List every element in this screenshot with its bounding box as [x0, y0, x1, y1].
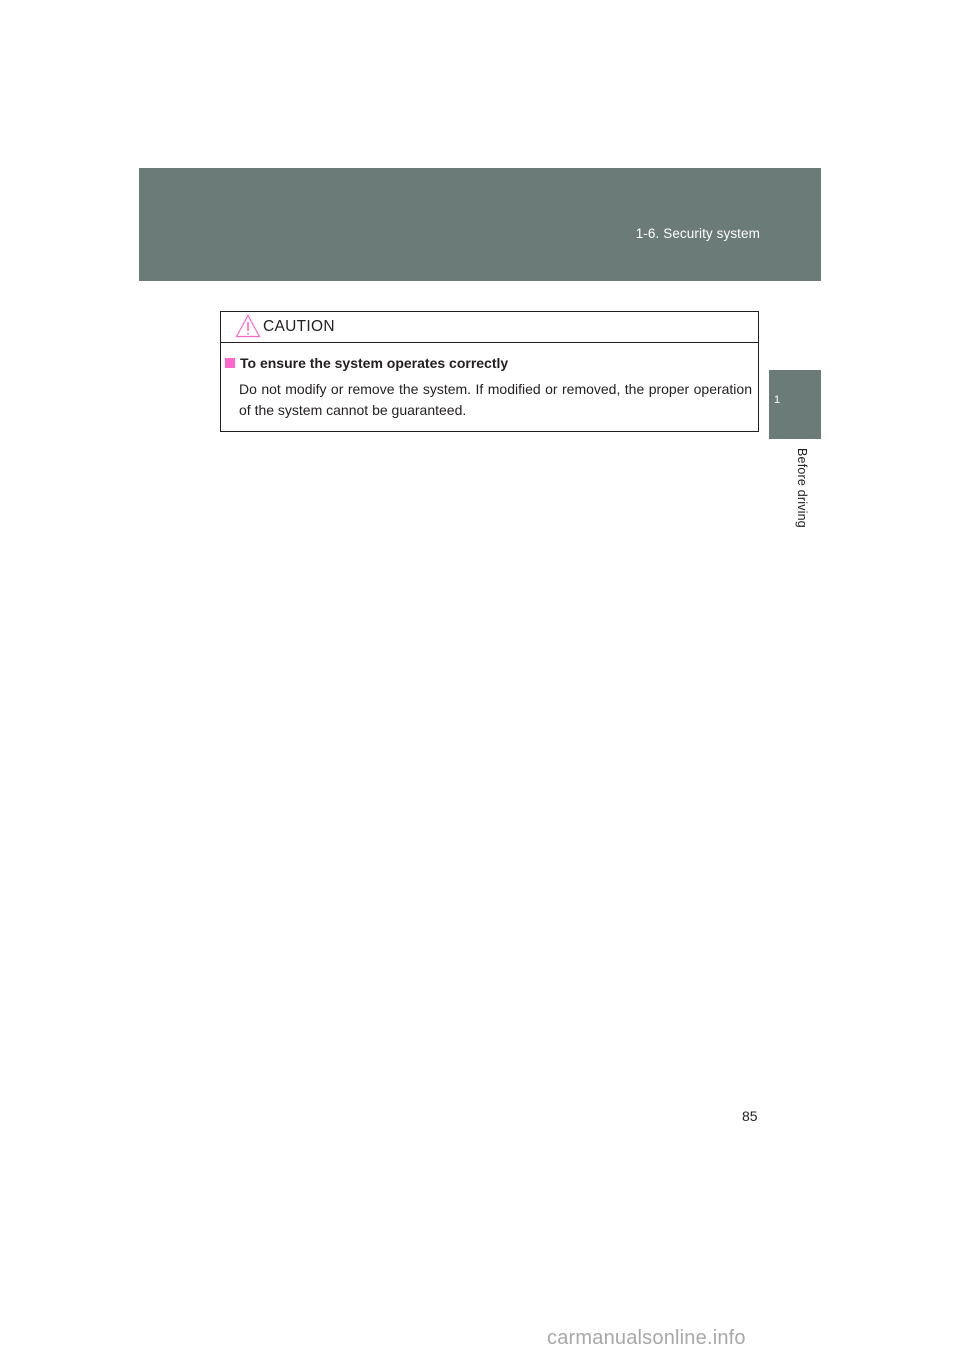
watermark-text: carmanualsonline.info: [547, 1327, 746, 1349]
warning-triangle-icon: [235, 314, 261, 338]
chapter-number: 1: [773, 394, 781, 406]
caution-header: [221, 312, 758, 343]
caution-body: [221, 343, 758, 420]
caution-heading-text: To ensure the system operates correctly: [240, 355, 509, 371]
caution-label: CAUTION: [263, 318, 335, 335]
square-bullet-icon: [225, 358, 235, 368]
caution-heading: [225, 353, 752, 373]
header-band: [139, 168, 821, 281]
caution-box: [220, 311, 759, 432]
caution-text: Do not modify or remove the system. If modified or removed, the proper operation of the system cannot be guaranteed.: [239, 381, 752, 418]
chapter-label: Before driving: [795, 448, 809, 528]
chapter-tab: [769, 370, 821, 439]
section-title: 1-6. Security system: [635, 226, 760, 241]
page-number: 85: [742, 1108, 758, 1124]
